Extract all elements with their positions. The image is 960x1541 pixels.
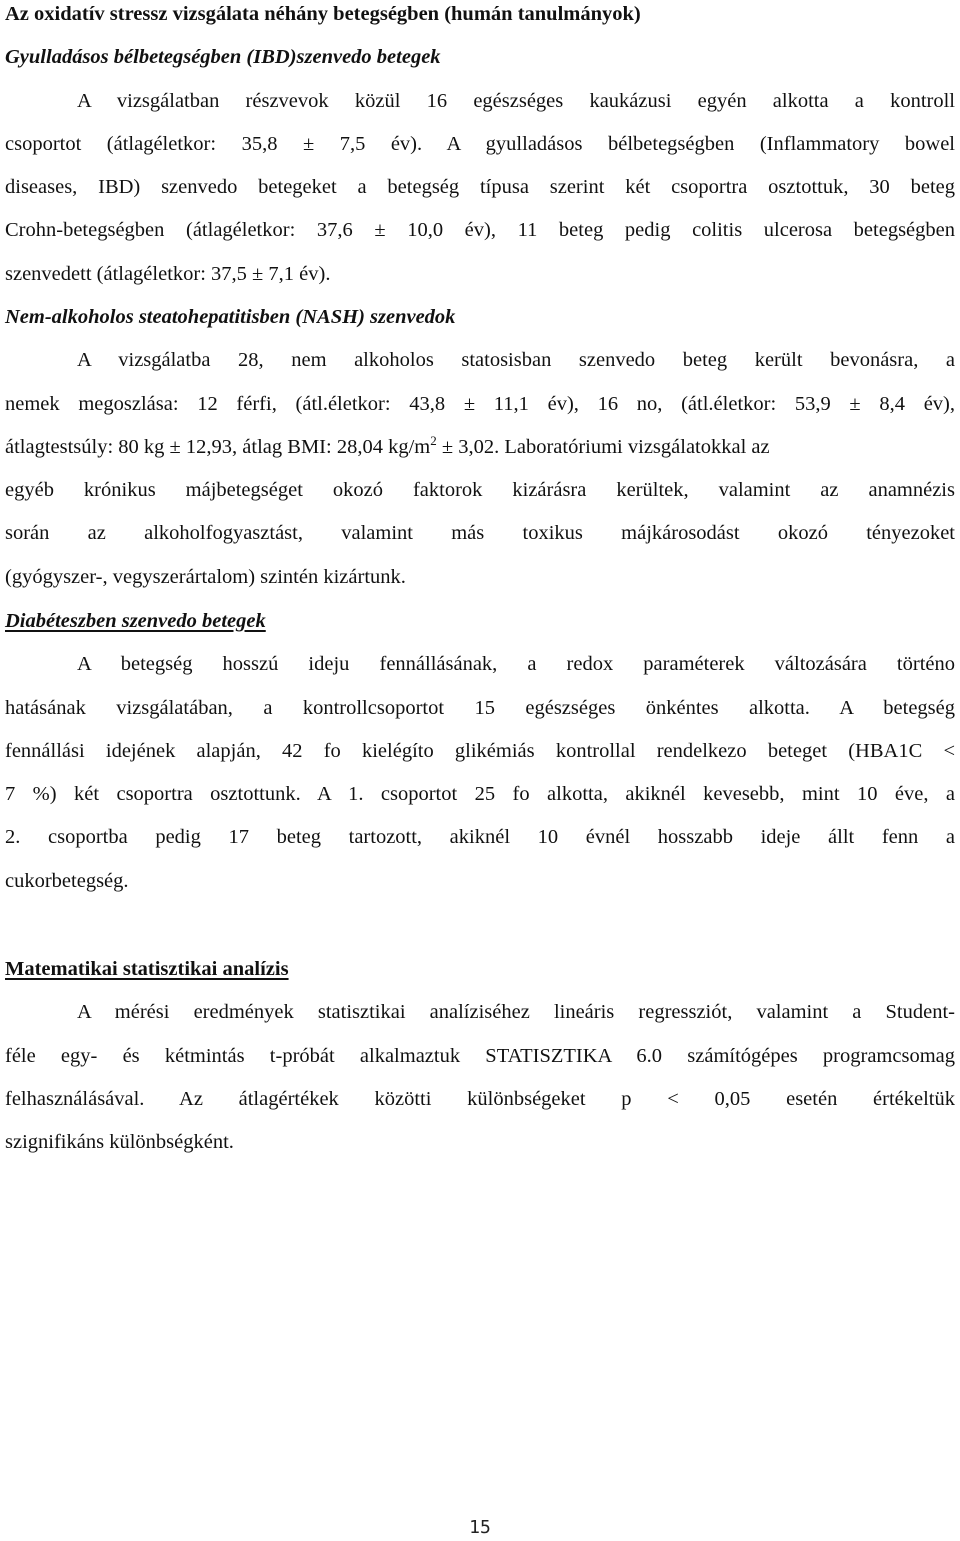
section-nash (5, 296, 955, 599)
ibd-heading: Gyulladásos bélbetegségben (IBD)szenvedo betegek (5, 46, 441, 69)
paragraph-line: A vizsgálatban részvevok közül 16 egészséges kaukázusi egyén alkotta a kontroll (77, 89, 955, 112)
paragraph-line: Crohn-betegségben (átlagéletkor: 37,6 ± 10,0 év), 11 beteg pedig colitis ulcerosa betegségben (5, 219, 955, 242)
paragraph-line: során az alkoholfogyasztást, valamint más toxikus májkárosodást okozó tényezoket (5, 522, 955, 545)
bmi-text: átlagtestsúly: 80 kg ± 12,93, átlag BMI: 28,04 kg/m (5, 435, 431, 458)
paragraph-line: féle egy- és kétmintás t-próbát alkalmaztuk STATISZTIKA 6.0 számítógépes programcsomag (5, 1044, 955, 1067)
paragraph-line: 2. csoportba pedig 17 beteg tartozott, akiknél 10 évnél hosszabb ideje állt fenn a (5, 826, 955, 849)
paragraph-line: fennállási idejének alapján, 42 fo kielégíto glikémiás kontrollal rendelkezo beteget (HBA1C < (5, 739, 955, 762)
paragraph-line: cukorbetegség. (5, 869, 129, 892)
paragraph-line: diseases, IBD) szenvedo betegeket a betegség típusa szerint két csoportra osztottuk, 30 beteg (5, 176, 955, 199)
paragraph-line: 7 %) két csoportra osztottunk. A 1. csoportot 25 fo alkotta, akiknél kevesebb, mint 10 éve, a (5, 783, 955, 806)
paragraph-line: A vizsgálatba 28, nem alkoholos statosisban szenvedo beteg került bevonásra, a (77, 349, 955, 372)
paragraph-line: egyéb krónikus májbetegséget okozó faktorok kizárásra kerültek, valamint az anamnézis (5, 479, 955, 502)
page-title: Az oxidatív stressz vizsgálata néhány betegségben (humán tanulmányok) (5, 3, 641, 25)
diabetes-heading: Diabéteszben szenvedo betegek (5, 610, 266, 632)
paragraph-line: A mérési eredmények statisztikai analíziséhez lineáris regressziót, valamint a Student- (77, 1001, 955, 1024)
section-diabetes (5, 600, 955, 903)
paragraph-line: szenvedett (átlagéletkor: 37,5 ± 7,1 év). (5, 262, 331, 285)
paragraph-line: A betegség hosszú ideju fennállásának, a redox paraméterek változására történo (77, 653, 955, 676)
paragraph-line: csoportot (átlagéletkor: 35,8 ± 7,5 év). A gyulladásos bélbetegségben (Inflammatory bowel (5, 132, 955, 155)
bmi-text-rest: ± 3,02. Laboratóriumi vizsgálatokkal az (436, 435, 770, 458)
paragraph-line: nemek megoszlása: 12 férfi, (átl.életkor: 43,8 ± 11,1 év), 16 no, (átl.életkor: 53,9 ± 8,4 év), (5, 392, 955, 415)
paragraph-line: (gyógyszer-, vegyszerártalom) szintén kizártunk. (5, 565, 406, 588)
nash-heading: Nem-alkoholos steatohepatitisben (NASH) szenvedok (5, 306, 456, 328)
superscript: 2 (430, 432, 437, 448)
paragraph-line: felhasználásával. Az átlagértékek közötti különbségeket p < 0,05 esetén értékeltük (5, 1087, 955, 1110)
statistics-heading: Matematikai statisztikai analízis (5, 958, 289, 980)
paragraph-line: szignifikáns különbségként. (5, 1131, 234, 1154)
paragraph-line-bmi (5, 426, 955, 469)
paragraph-line: hatásának vizsgálatában, a kontrollcsoportot 15 egészséges önkéntes alkotta. A betegség (5, 696, 955, 719)
section-ibd (5, 0, 955, 296)
page-number: 15 (469, 1517, 491, 1538)
section-statistics (5, 948, 955, 1164)
